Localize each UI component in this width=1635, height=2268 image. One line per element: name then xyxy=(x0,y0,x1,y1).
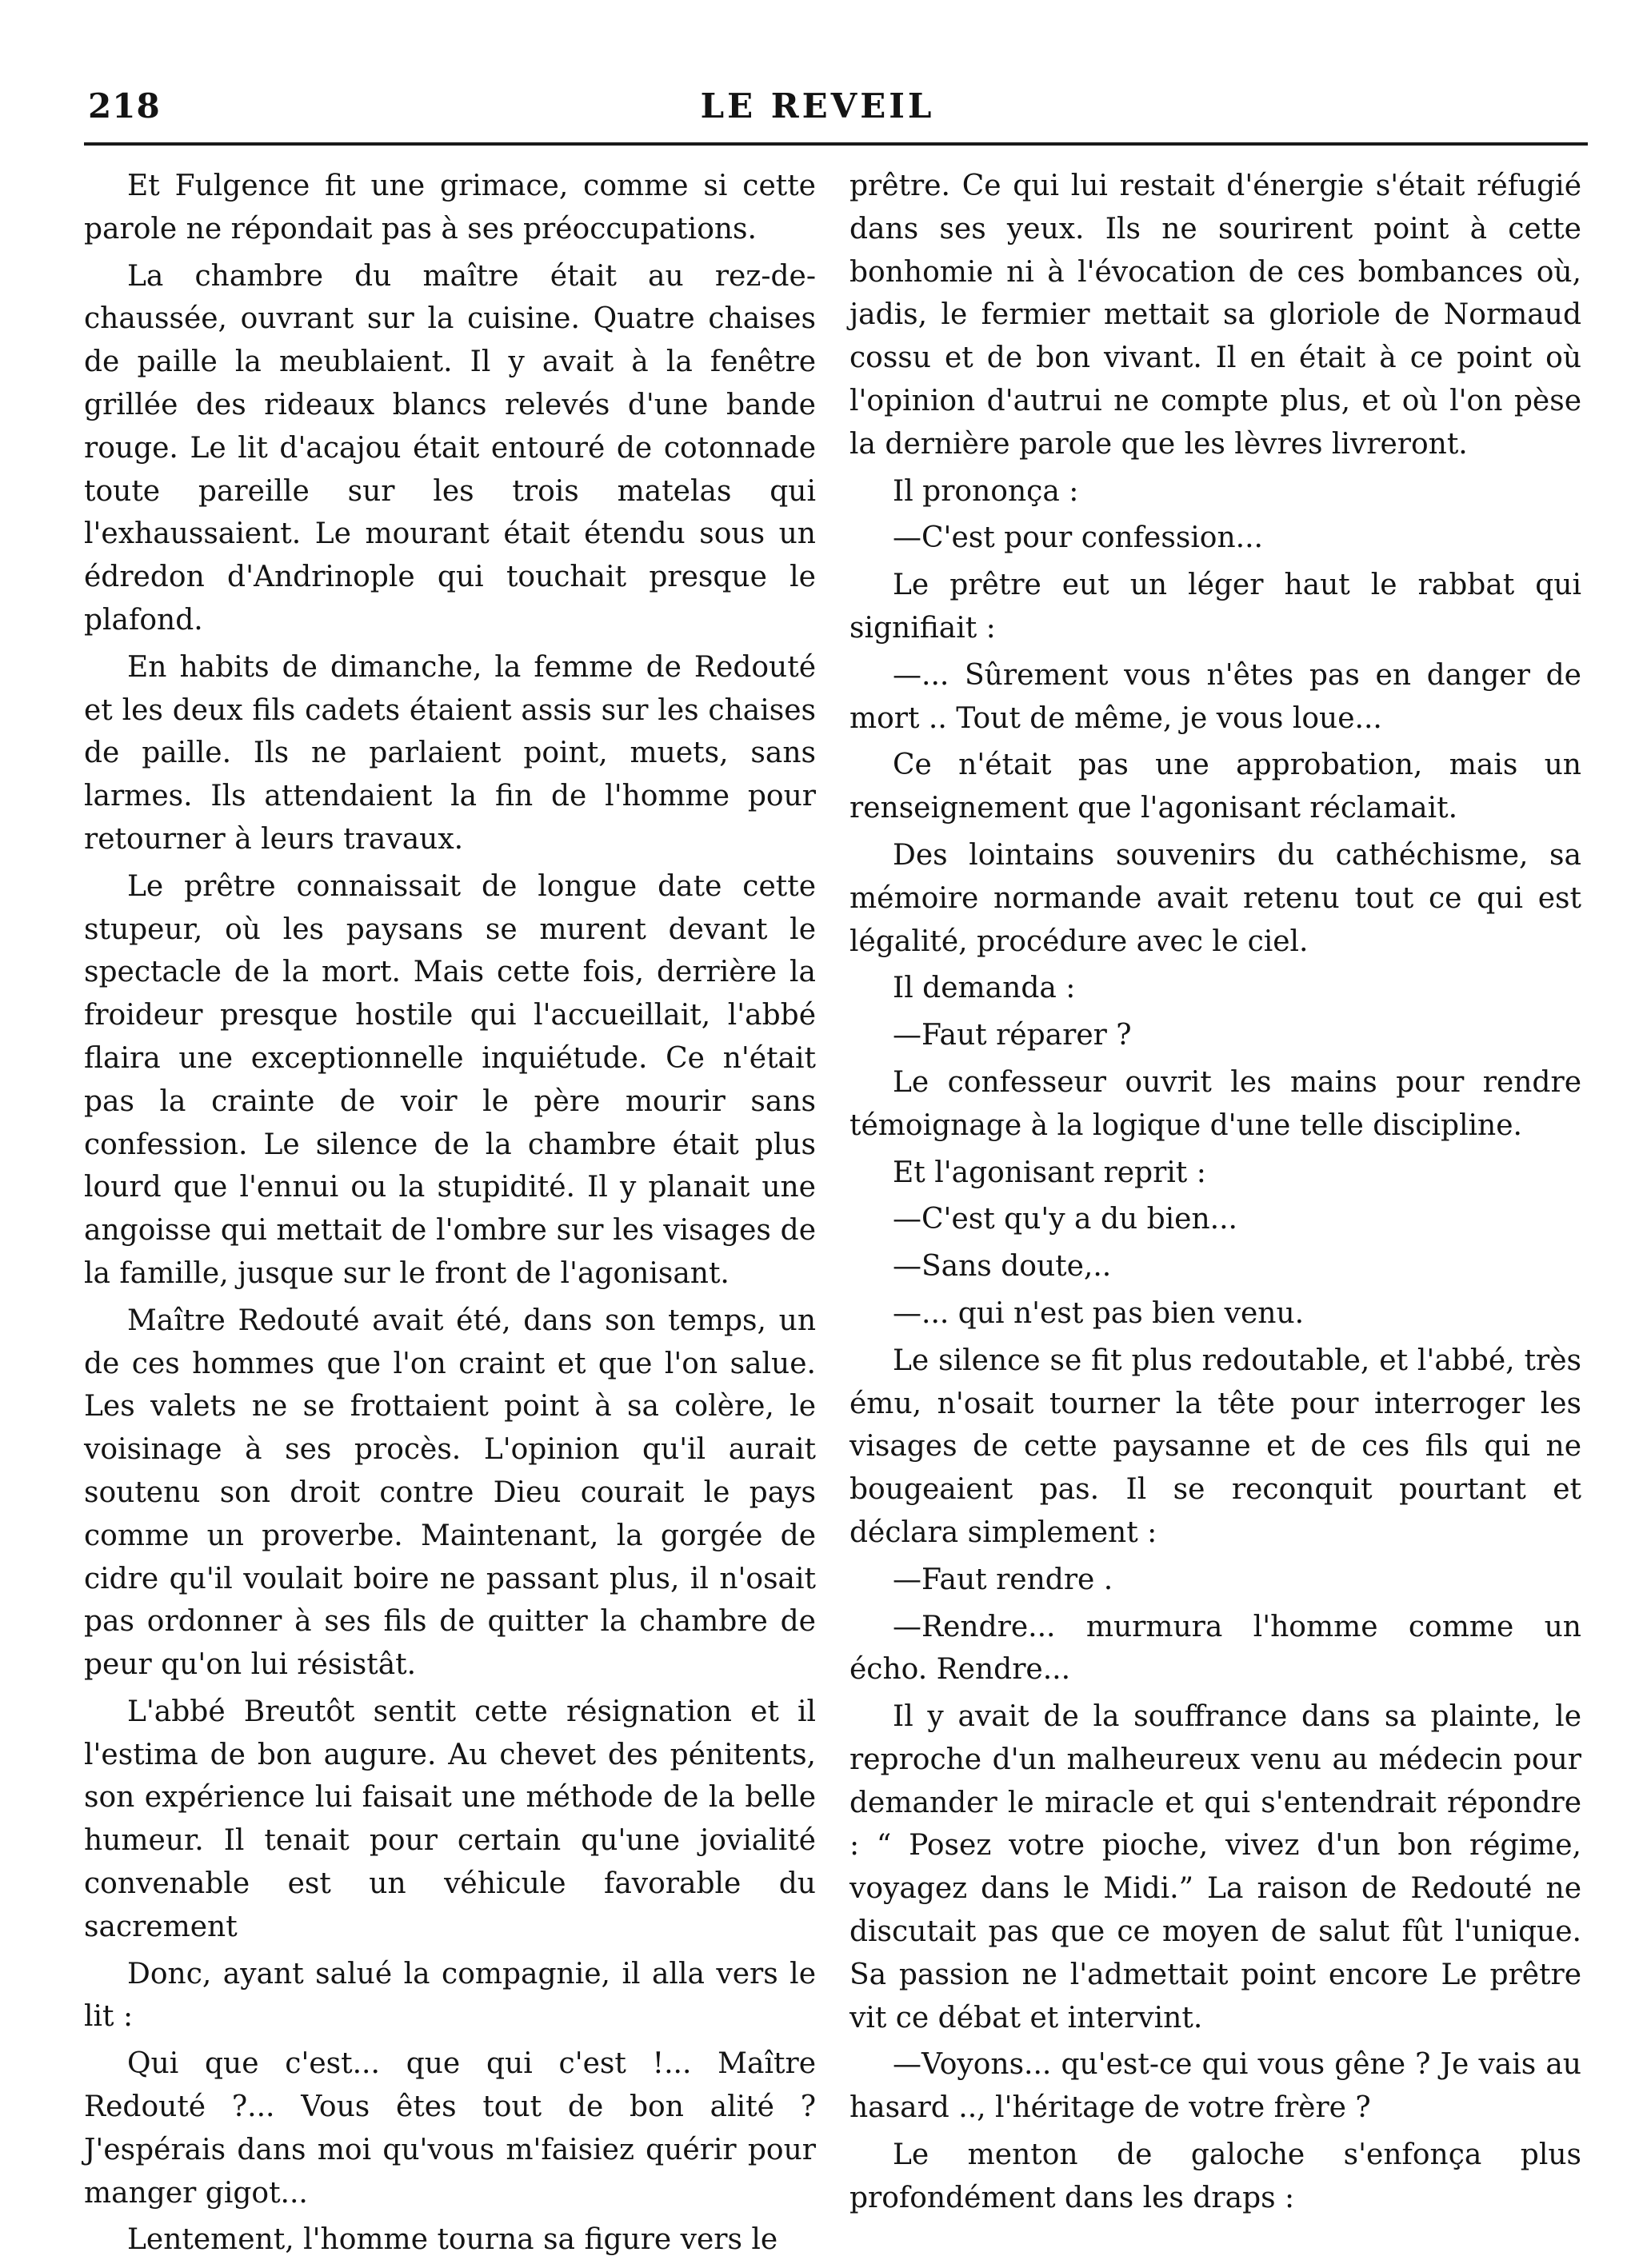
header-rule xyxy=(84,142,1588,146)
paragraph: —Sans doute,.. xyxy=(893,1250,1112,1284)
paragraph: Donc, ayant salué la compagnie, il alla vers le lit : xyxy=(84,1957,816,2034)
paragraph: L'abbé Breutôt sentit cette résignation et il l'estima de bon augure. Au chevet des pénitents, son expérience lui faisait une méthode de la belle humeur. Il tenait pour certain qu'une jovialité convenable est un véhicule favorable du sacrement xyxy=(84,1695,816,1943)
paragraph: —C'est qu'y a du bien... xyxy=(893,1203,1237,1236)
right-column xyxy=(849,165,1581,2224)
paragraph: Qui que c'est... que qui c'est !... Maître Redouté ?... Vous êtes tout de bon alité ? J'espérais dans moi qu'vous m'faisiez quérir pour manger gigot... xyxy=(84,2047,816,2210)
paragraph: En habits de dimanche, la femme de Redouté et les deux fils cadets étaient assis sur les chaises de paille. Ils ne parlaient point, muets, sans larmes. Ils attendaient la fin de l'homme pour retourner à leurs travaux. xyxy=(84,650,816,856)
paragraph: —C'est pour confession... xyxy=(893,521,1263,555)
page-number: 218 xyxy=(88,86,161,126)
running-head-title: LE REVEIL xyxy=(700,86,935,126)
paragraph: Ce n'était pas une approbation, mais un renseignement que l'agonisant réclamait. xyxy=(849,749,1581,825)
paragraph: Il prononça : xyxy=(893,474,1079,508)
paragraph: Et Fulgence fit une grimace, comme si cette parole ne répondait pas à ses préoccupations. xyxy=(84,170,816,246)
paragraph: Lentement, l'homme tourna sa figure vers le xyxy=(127,2223,778,2257)
paragraph: Le menton de galoche s'enfonça plus profondément dans les draps : xyxy=(849,2138,1581,2214)
paragraph: La chambre du maître était au rez-de-chaussée, ouvrant sur la cuisine. Quatre chaises de paille la meublaient. Il y avait à la fenêtre grillée des rideaux blancs relevés d'une bande rouge. Le lit d'acajou était entouré de cotonnade toute pareille sur les trois matelas qui l'exhaussaient. Le mourant était étendu sous un édredon d'Andrinople qui touchait presque le plafond. xyxy=(84,259,816,637)
paragraph: Le confesseur ouvrit les mains pour rendre témoignage à la logique d'une telle discipline. xyxy=(849,1065,1581,1142)
paragraph: —Faut rendre . xyxy=(893,1563,1113,1596)
paragraph: Il demanda : xyxy=(893,972,1076,1005)
paragraph: —Rendre... murmura l'homme comme un écho. Rendre... xyxy=(849,1610,1581,1687)
paragraph: —Faut réparer ? xyxy=(893,1019,1132,1052)
paragraph: prêtre. Ce qui lui restait d'énergie s'était réfugié dans ses yeux. Ils ne sourirent point à cette bonhomie ni à l'évocation de ces bombances où, jadis, le fermier mettait sa gloriole de Normaud cossu et de bon vivant. Il en était à ce point où l'opinion d'autrui ne compte plus, et où l'on pèse la dernière parole que les lèvres livreront. xyxy=(849,170,1581,461)
paragraph: —... Sûrement vous n'êtes pas en danger de mort .. Tout de même, je vous loue... xyxy=(849,658,1581,735)
paragraph: Il y avait de la souffrance dans sa plainte, le reproche d'un malheureux venu au médecin pour demander le miracle et qui s'entendrait répondre : “ Posez votre pioche, vivez d'un bon régime, voyagez dans le Midi.” La raison de Redouté ne discutait pas que ce moyen de salut fût l'unique. Sa passion ne l'admettait point encore Le prêtre vit ce débat et intervint. xyxy=(849,1700,1581,2034)
paragraph: —... qui n'est pas bien venu. xyxy=(893,1296,1305,1330)
paragraph: Le prêtre eut un léger haut le rabbat qui signifiait : xyxy=(849,569,1581,645)
paragraph: Le prêtre connaissait de longue date cette stupeur, où les paysans se murent devant le spectacle de la mort. Mais cette fois, derrière la froideur presque hostile qui l'accueillait, l'abbé flaira une exceptionnelle inquiétude. Ce n'était pas la crainte de voir le père mourir sans confession. Le silence de la chambre était plus lourd que l'ennui ou la stupidité. Il y planait une angoisse qui mettait de l'ombre sur les visages de la famille, jusque sur le front de l'agonisant. xyxy=(84,869,816,1290)
paragraph: —Voyons... qu'est-ce qui vous gêne ? Je vais au hasard .., l'héritage de votre frère ? xyxy=(849,2048,1581,2125)
paragraph: Le silence se fit plus redoutable, et l'abbé, très ému, n'osait tourner la tête pour interroger les visages de cette paysanne et de ces fils qui ne bougeaient pas. Il se reconquit pourtant et déclara simplement : xyxy=(849,1344,1581,1549)
paragraph: Des lointains souvenirs du cathéchisme, sa mémoire normande avait retenu tout ce qui est légalité, procédure avec le ciel. xyxy=(849,838,1581,958)
paragraph: Et l'agonisant reprit : xyxy=(893,1156,1206,1189)
left-column xyxy=(84,165,816,2266)
paragraph: Maître Redouté avait été, dans son temps, un de ces hommes que l'on craint et que l'on salue. Les valets ne se frottaient point à sa colère, le voisinage à ses procès. L'opinion qu'il aurait soutenu son droit contre Dieu courait le pays comme un proverbe. Maintenant, la gorgée de cidre qu'il voulait boire ne passant plus, il n'osait pas ordonner à ses fils de quitter la chambre de peur qu'on lui résistât. xyxy=(84,1304,816,1682)
